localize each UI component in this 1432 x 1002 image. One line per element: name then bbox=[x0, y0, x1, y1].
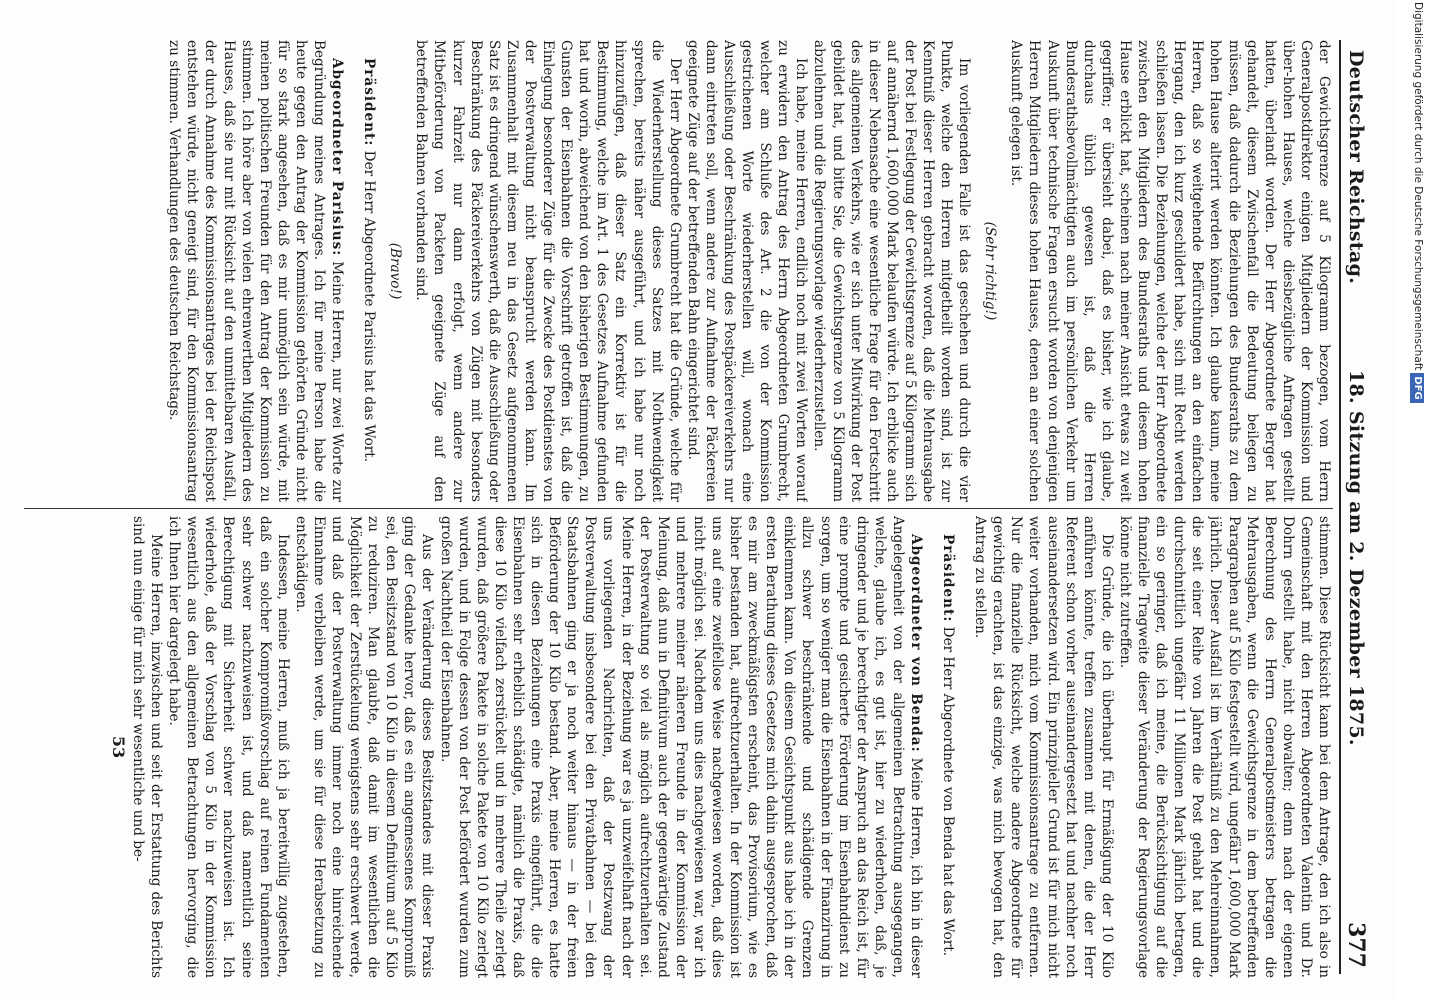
paragraph: Indessen, meine Herren, muß ich ja bereitwillig zugestehen, daß ein solcher Kompromißvorschlag auf reinen Fundamenten sehr schwer nachzuweisen ist, und daß namentlich seine Berechtigung mit Sicherheit schwer nachzuweisen ist. Ich wiederhole, daß der Vorschlag von 5 Kilo in der Kommission wesentlich aus den allgemeinen Betrachtungen hervorging, die ich Ihnen hier dargelegt habe. bbox=[166, 516, 291, 978]
speaker-paragraph bbox=[437, 516, 926, 978]
column-left bbox=[20, 40, 1333, 502]
speaker-label: Präsident: bbox=[361, 58, 378, 147]
paragraph: Der Herr Abgeordnete Grumbrecht hat die Gründe, welche für die Wiederherstellung dieses Satzes mit Nothwendigkeit sprechen, bereits näher ausgeführt, und ich habe nur noch hinzuzufügen, daß dieser Satz ein Korrektiv ist für die Bestimmung, welche im Art. 1 des Gesetzes Aufnahme gefunden hat und worin, abweichend von den bisherigen Bestimmungen, zu Gunsten der Eisenbahnen die Vorschrift getroffen ist, daß die Einlegung besonderer Züge für die Zwecke des Postdienstes von der Postverwaltung nicht beansprucht werden kann. Im Zusammenhalt mit diesem neu in das Gesetz aufgenommenen Satz ist es dringend wünschenswerth, daß die Ausschließung oder Beschränkung des Päckereiverkehrs von Zügen mit besonders kurzer Fahrzeit nur dann erfolgt, wenn andere zur Mitbeförderung von Packeten geeignete Züge auf den betreffenden Bahnen vorhanden sind. bbox=[413, 40, 683, 502]
speaker-label: Abgeordneter Parisius: bbox=[329, 58, 346, 257]
paragraph: Im vorliegenden Falle ist das geschehen und durch die vier Punkte, welche den Herren mitgetheilt worden sind, ist zur Kenntniß dieser Herren gebracht worden, daß die Mehrausgabe der Post bei Festlegung der Gewichtsgrenze auf 5 Kilogramm sich auf annähernd 1,600,000 Mark belaufen würde. Ich erblicke auch in dieser Nebensache eine wesentliche Frage für den Fortschritt des allgemeinen Verkehrs, wie er sich unter Mitwirkung der Post gebildet hat, und bitte Sie, die Gewichtsgrenze von 5 Kilogramm abzulehnen und die Regierungsvorlage wiederherzustellen. bbox=[811, 40, 973, 502]
speaker-paragraph bbox=[165, 40, 346, 502]
applause-note: (Sehr richtig!) bbox=[982, 221, 999, 321]
paragraph: der Gewichtsgrenze auf 5 Kilogramm bezogen, vom Herrn Generalpostdirektor einigen Mitgliedern der Kommission und über-hohen Hauses, welche diesbezügliche Anfragen gestellt hatten, überlandt worden. Der Herr Abgeordnete Berger hat gehandelt, diesem Zwischenfall die Bedeutung beilegen zu müssen, daß dadurch die Beziehungen des Bundesraths zu dem hohen Hause alterirt werden könnten. Ich glaube kaum, meine Herren, daß so weitgehende Befürchtungen an den einfachen Hergang, den ich kurz geschildert habe, sich mit Recht werden schließen lassen. Die Beziehungen, welche der Herr Abgeordnete zwischen den Mitgliedern des Bundesraths und diesem hohen Hause erblickt hat, scheinen nach meiner Ansicht etwas zu weit gegriffen; er übersieht dabei, daß es bisher, wie ich glaube, durchaus üblich gewesen ist, daß die Herren Bundesrathsbevollmächtigten auch im persönlichen Verkehr um Auskunft über technische Fragen ersucht worden von denjenigen Herren Mitgliedern dieses hohen Hauses, denen an einer solchen Auskunft gelegen ist. bbox=[1008, 40, 1332, 502]
paragraph: Ich habe, meine Herren, endlich noch mit zwei Worten worauf zu erwidern den Antrag des Herrn Abgeordneten Grumbrecht, welcher am Schluße des Art. 2 die von der Kommission gestrichenen Worte wiederherstellen will, wonach eine Ausschließung oder Beschränkung des Postpäckereiverkehrs nur dann eintreten soll, wenn andere zur Aufnahme der Päckereien geeignete Züge auf der betreffenden Bahn eingerichtet sind. bbox=[684, 40, 810, 502]
digitization-credit bbox=[1405, 0, 1431, 1000]
paragraph-text: Der Herr Abgeordnete von Benda hat das Wort. bbox=[940, 622, 957, 957]
signature-mark: 53 bbox=[108, 735, 128, 759]
page-header bbox=[1339, 40, 1377, 974]
paragraph: Aus der Veränderung dieses Besitzstandes mit dieser Praxis ging der Gedanke hervor, daß es ein angemessenes Kompromiß sei, den Besitzstand von 10 Kilo in diesem Definitivum auf 5 Kilo zu reduziren. Man glaubte, daß damit im wesentlichen die Möglichkeit der Zerstückelung wenigstens sehr erschwert werde, und daß der Postverwaltung immer noch eine hinreichende Einnahme verbleiben werde, um sie für diese Herabsetzung zu entschädigen. bbox=[292, 516, 436, 978]
credit-text: Digitalisierung gefördert durch die Deutsche Forschungsgemeinschaft bbox=[1412, 2, 1424, 371]
header-session: 18. Sitzung am 2. Dezember 1875. bbox=[1345, 370, 1367, 746]
credit-line bbox=[1405, 0, 1431, 1002]
paragraph-text: Meine Herren, ich bin in dieser Angelegenheit von der allgemeinen Betrachtung ausgegangen, welche, glaube ich, es gut ist, hier zu wiederholen, daß, je dringender und je berechtigter der Anspruch an das Reich ist, für eine prompte und gesicherte Förderung im Eisenbahndienst zu sorgen, um so weniger man die Eisenbahnen in der Finanzirung in allzu schwer beschränkende und schädigende Grenzen einklemmen kann. Von diesem Gesichtspunkt aus habe ich in der ersten Berathung dieses Gesetzes mich dahin ausgesprochen, daß es mir am zweckmäßigsten erscheint, das Provisorium, wie es bisher bestanden hat, aufrechtzuerhalten. In der Kommission ist uns auf eine zweifellose Weise nachgewiesen worden, daß dies nicht möglich sei. Nachdem uns dies nachgewiesen war, war ich und mehrere meiner näheren Freunde in der Kommission der Meinung, daß nun in Definitivum auch der gegenwärtige Zustand der Postverwaltung so viel als möglich aufrechtzuerhalten sei. Meine Herren, in der Beziehung war es ja unzweifelhaft nach der uns vorliegenden Nachrichten, daß der Postzwang der Postverwaltung insbesondere bei den Privatbahnen — bei den Staatsbahnen ging er ja noch weiter hinaus — in der freien Beförderung der 10 Kilo bestand. Aber, meine Herren, es hatte sich in diesen Beziehungen eine Praxis eingeführt, die die Eisenbahnen sehr erheblich schädigte, nämlich die Praxis, daß diese 10 Kilo vielfach zerstückelt und in mehrere Theile zerlegt wurden, daß größere Pakete in solche Pakete von 10 Kilo zerlegt wurden, und in Folge dessen von der Post befördert wurden zum großen Nachtheil der Eisenbahnen. bbox=[437, 516, 925, 978]
paragraph: stimmen. Diese Rücksicht kann bei dem Antrage, den ich also in Gemeinschaft mit den Herren Abgeordneten Valentin und Dr. Dohrn gestellt habe, nicht obwalten; denn nach der eigenen Berechnung des Herrn Generalpostmeisters betragen die Mehrausgaben, wenn die Gewichtsgrenze in dem betreffenden Paragraphen auf 5 Kilo festgestellt wird, ungefähr 1,600,000 Mark jährlich. Dieser Ausfall ist im Verhältniß zu den Mehreinnahmen, die seit einer Reihe von Jahren die Post gehabt hat und die durchschnittlich ungefähr 11 Millionen Mark jährlich betragen, ein so geringer, daß ich meine, die Berücksichtigung auf die finanzielle Tragweite dieser Veränderung der Regierungsvorlage könne nicht zutreffen. bbox=[1116, 516, 1332, 978]
column-divider bbox=[24, 508, 1333, 509]
applause-note: (Bravo!) bbox=[387, 242, 404, 300]
speaker-label: Präsident: bbox=[940, 534, 957, 623]
speaker-label: Abgeordneter von Benda: bbox=[908, 534, 925, 753]
page-number: 377 bbox=[1343, 922, 1369, 968]
column-right bbox=[20, 516, 1333, 978]
speaker-paragraph bbox=[939, 516, 957, 978]
paragraph: Die Gründe, die ich überhaupt für Ermäßigung der 10 Kilo anführen könnte, treffen zusammen mit denen, die der Herr Referent schon vorher auseinandergesetzt hat und nachher noch auseinandersetzen wird. Ein prinzipieller Grund ist für mich nicht weiter vorhanden, mich vom Kommissionsantrage zu entfernen. Nur die finanzielle Rücksicht, welche andere Abgeordnete für gewichtig erachten, ist das einzige, was mich bewogen hat, den Antrag zu stellen. bbox=[972, 516, 1115, 978]
paragraph-text: Der Herr Abgeordnete Parisius hat das Wort. bbox=[361, 146, 378, 463]
paragraph: Meine Herren, inzwischen und seit der Erstattung des Berichts sind nun einige für mich sehr wesentliche und be- bbox=[130, 516, 165, 978]
paragraph-text: Meine Herren, nur zwei Worte zur Begründung meines Antrages. Ich für meine Person habe die heute gegen den Antrag der Kommission gehörten Gründe nicht für so stark angesehen, daß es mir unmöglich sein würde, mit meinen politischen Freunden für den Antrag der Kommission zu stimmen. Ich höre aber von vielen ehrenwerthen Mitgliedern des Hauses, daß sie nur mit Rücksicht auf den unmittelbaren Ausfall, der durch Annahme des Kommissionsantrages bei der Reichspost entstehen würde, nicht geneigt sind, für den Kommissionsantrag zu stimmen. Verhandlungen des deutschen Reichstags. bbox=[166, 40, 346, 502]
header-publication: Deutscher Reichstag. bbox=[1345, 50, 1367, 285]
dfg-logo: DFG bbox=[1410, 373, 1424, 402]
speaker-paragraph bbox=[360, 40, 378, 502]
